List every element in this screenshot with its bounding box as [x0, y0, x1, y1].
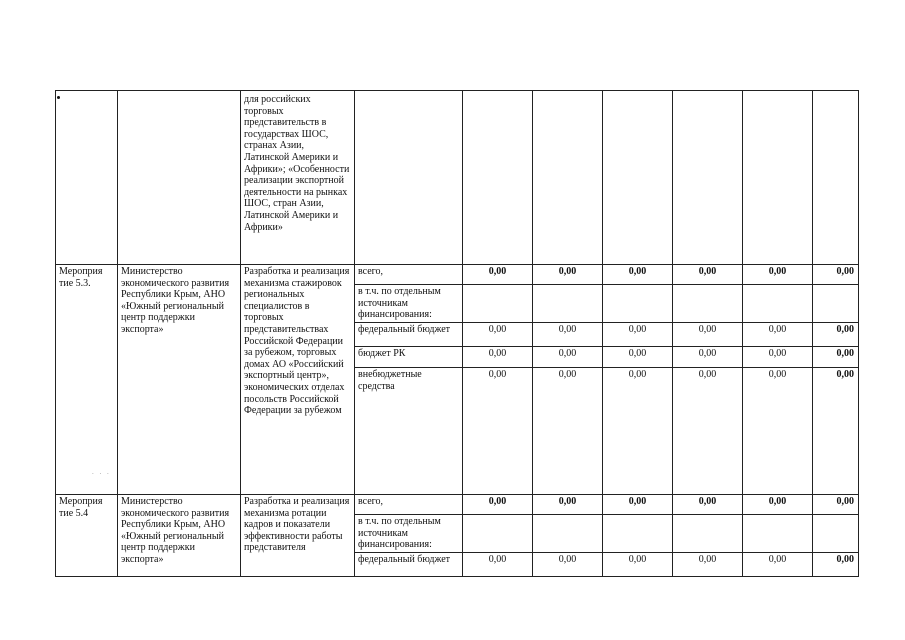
- value-cell: 0,00: [813, 347, 859, 368]
- measure-cell: Мероприя тие 5.4: [56, 495, 118, 577]
- source-label: в т.ч. по отдельным источникам финансирования:: [355, 515, 463, 553]
- value-cell: 0,00: [743, 323, 813, 347]
- description-cell: Разработка и реализация механизма ротации кадров и показатели эффективности работы представителя: [241, 495, 355, 577]
- value-cell: 0,00: [603, 347, 673, 368]
- description-cell: Разработка и реализация механизма стажировок региональных специалистов в торговых представительствах Российской Федерации за рубежом, торговых домах АО «Российский экспортный центр», экономических отделах посольств Российской Федерации за рубежом: [241, 265, 355, 495]
- value-cell: 0,00: [463, 552, 533, 576]
- value-cell: 0,00: [813, 323, 859, 347]
- value-cell: 0,00: [813, 265, 859, 285]
- source-label: бюджет РК: [355, 347, 463, 368]
- value-cell: 0,00: [673, 495, 743, 515]
- value-cell: 0,00: [673, 552, 743, 576]
- source-label: федеральный бюджет: [355, 552, 463, 576]
- value-cell: 0,00: [533, 323, 603, 347]
- value-cell: 0,00: [533, 347, 603, 368]
- value-cell: 0,00: [533, 495, 603, 515]
- source-label: внебюджетные средства: [355, 368, 463, 495]
- source-label: федеральный бюджет: [355, 323, 463, 347]
- value-cell: 0,00: [603, 323, 673, 347]
- value-cell: 0,00: [603, 368, 673, 495]
- value-cell: 0,00: [743, 347, 813, 368]
- value-cell: 0,00: [463, 265, 533, 285]
- value-cell: 0,00: [673, 347, 743, 368]
- value-cell: 0,00: [743, 552, 813, 576]
- description-cell: для российских торговых представительств в государствах ШОС, странах Азии, Латинской Америки и Африки»; «Особенности реализации экспортной деятельности на рынках ШОС, стран Азии, Латинской Америки и Африки»: [241, 91, 355, 265]
- value-cell: 0,00: [603, 265, 673, 285]
- value-cell: 0,00: [813, 368, 859, 495]
- executor-cell: Министерство экономического развития Республики Крым, АНО «Южный региональный центр поддержки экспорта»: [118, 495, 241, 577]
- source-label: в т.ч. по отдельным источникам финансирования:: [355, 285, 463, 323]
- scan-noise: . . .: [92, 468, 111, 476]
- funding-table: [55, 90, 859, 577]
- value-cell: 0,00: [673, 323, 743, 347]
- value-cell: 0,00: [533, 552, 603, 576]
- value-cell: 0,00: [673, 368, 743, 495]
- value-cell: 0,00: [743, 265, 813, 285]
- value-cell: 0,00: [533, 265, 603, 285]
- executor-cell: Министерство экономического развития Республики Крым, АНО «Южный региональный центр поддержки экспорта»: [118, 265, 241, 495]
- value-cell: 0,00: [463, 323, 533, 347]
- value-cell: 0,00: [743, 495, 813, 515]
- executor-cell: [118, 91, 241, 265]
- value-cell: 0,00: [533, 368, 603, 495]
- value-cell: 0,00: [743, 368, 813, 495]
- value-cell: 0,00: [603, 552, 673, 576]
- value-cell: 0,00: [813, 495, 859, 515]
- value-cell: 0,00: [463, 495, 533, 515]
- value-cell: 0,00: [463, 368, 533, 495]
- table-row: [56, 265, 859, 285]
- value-cell: 0,00: [813, 552, 859, 576]
- value-cell: 0,00: [673, 265, 743, 285]
- value-cell: 0,00: [463, 347, 533, 368]
- source-label: всего,: [355, 265, 463, 285]
- table-row: [56, 495, 859, 515]
- source-label: всего,: [355, 495, 463, 515]
- source-cell: [355, 91, 463, 265]
- measure-cell: [56, 91, 118, 265]
- measure-cell: Мероприя тие 5.3.: [56, 265, 118, 495]
- continuation-row: [56, 91, 859, 265]
- value-cell: 0,00: [603, 495, 673, 515]
